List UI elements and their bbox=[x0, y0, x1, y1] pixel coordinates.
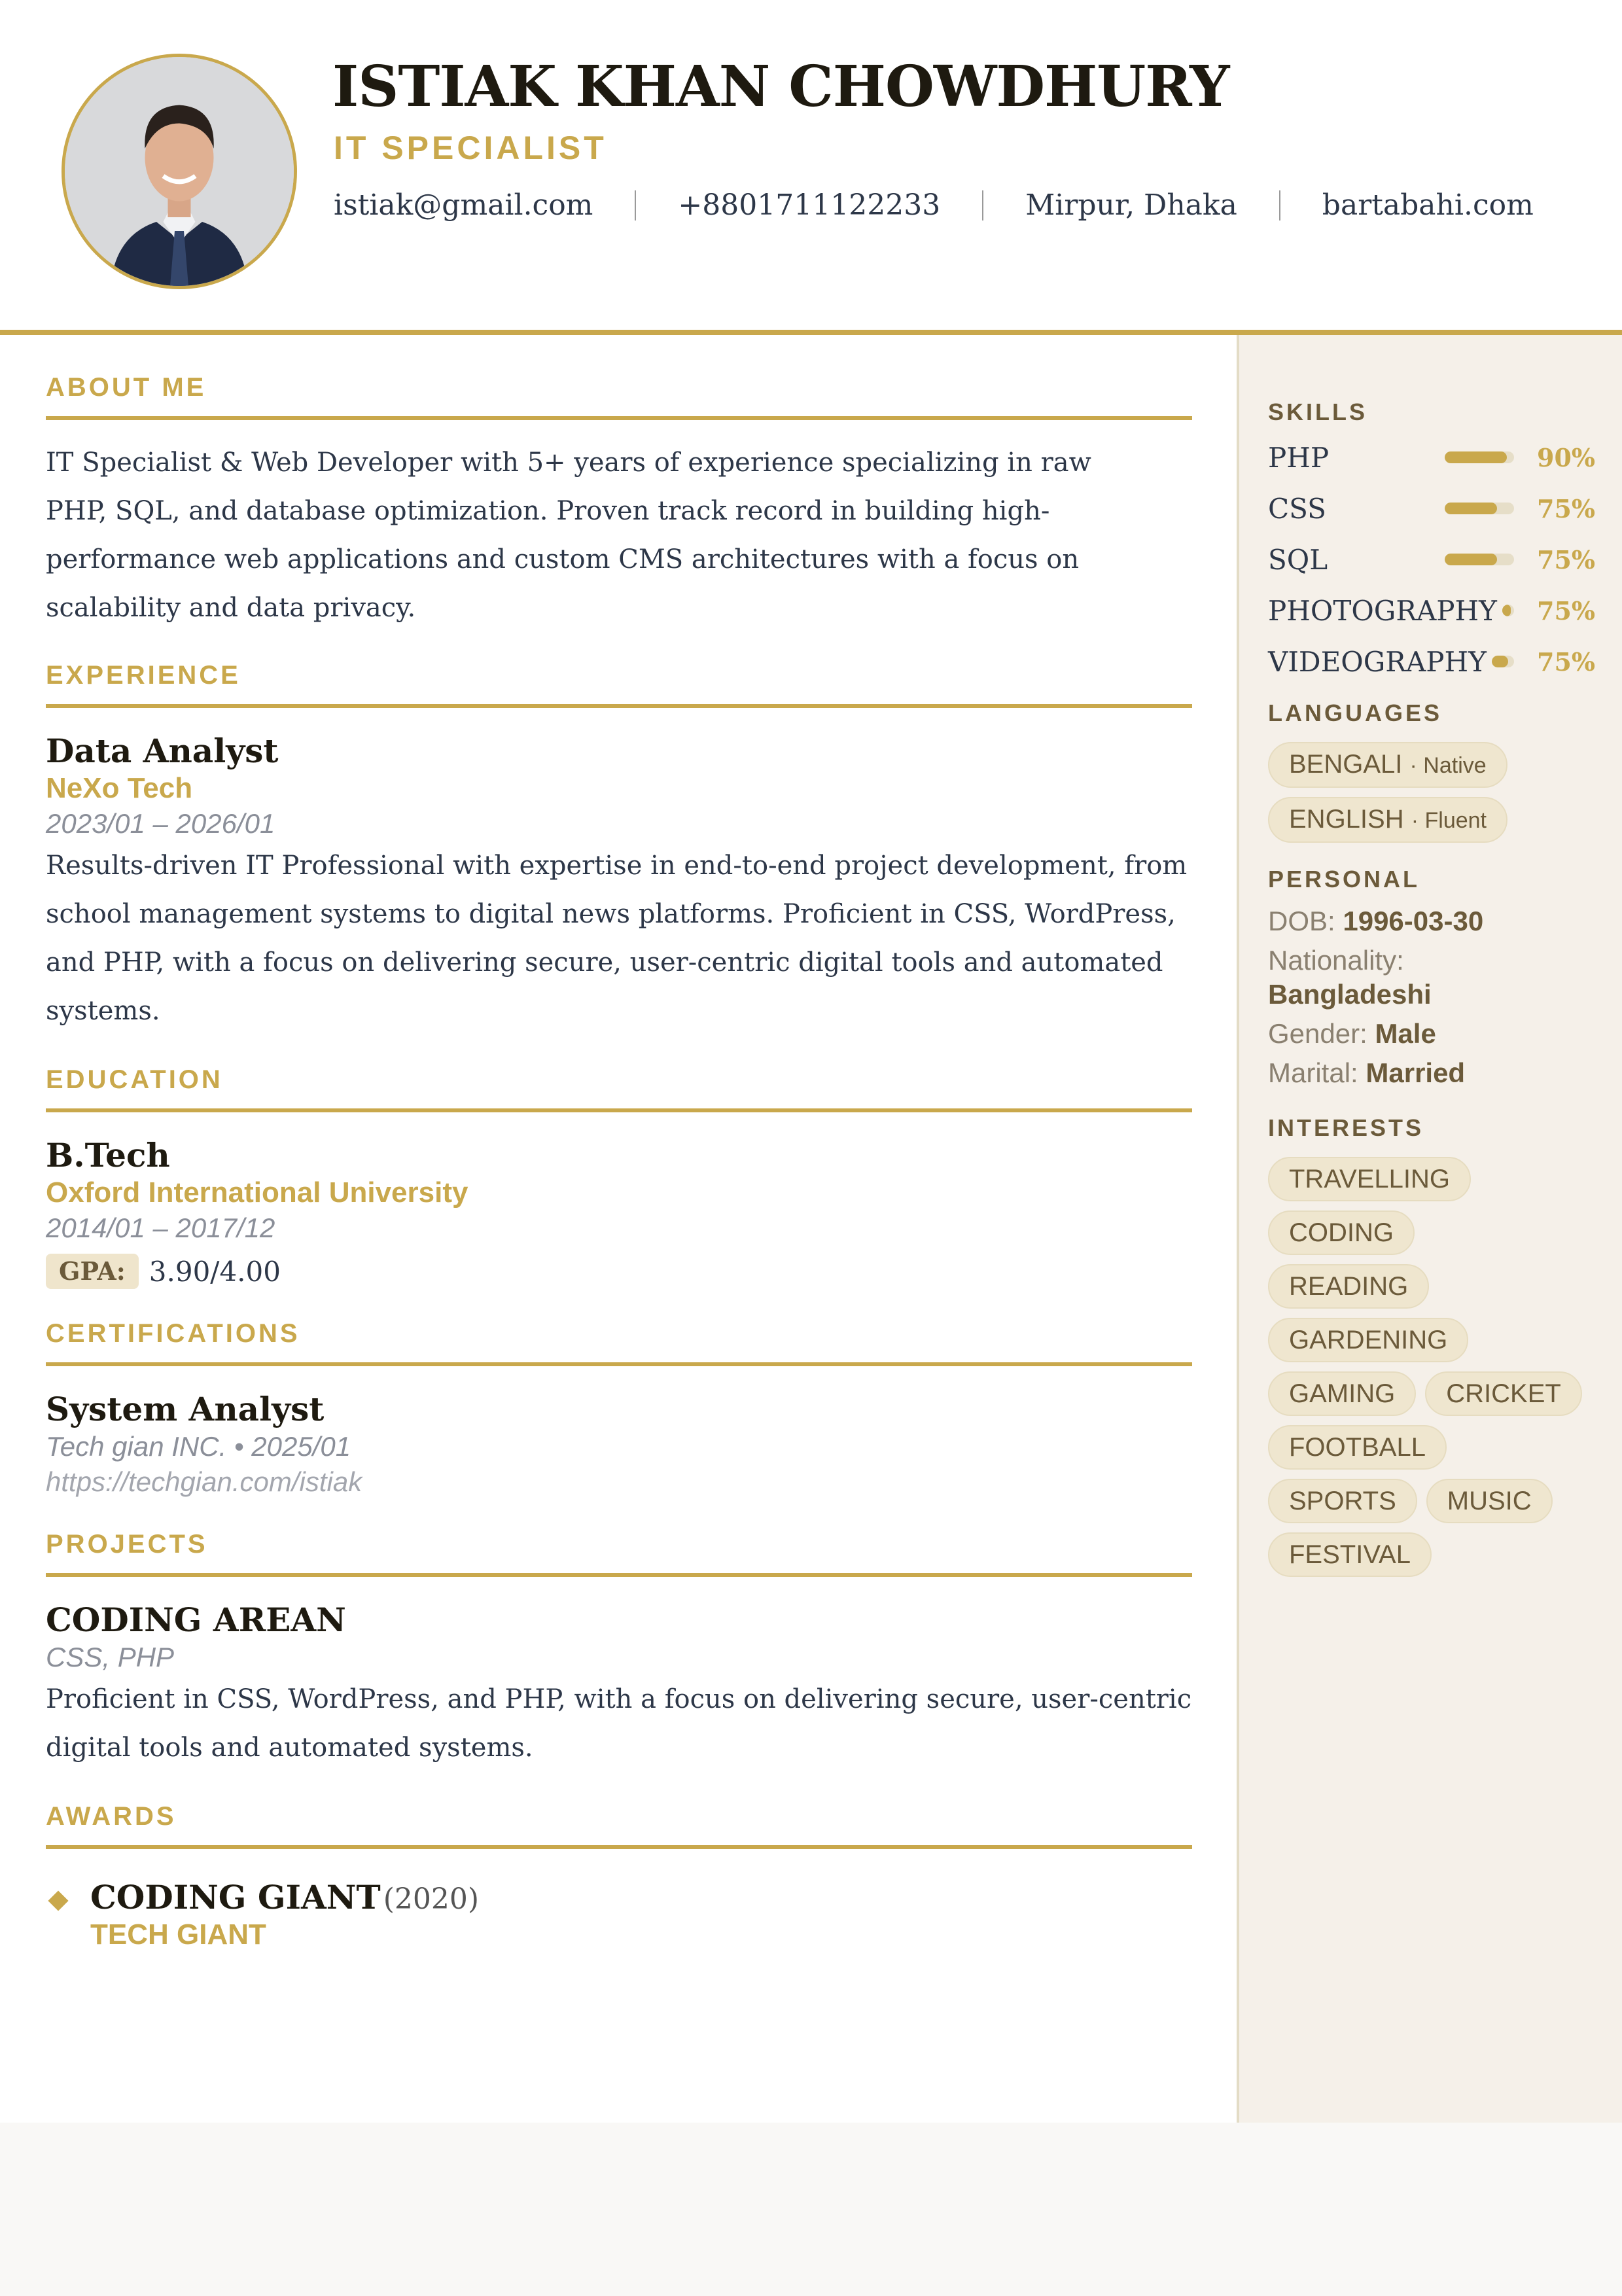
skill-progress-fill bbox=[1445, 554, 1497, 565]
phone-number[interactable]: +8801711122233 bbox=[678, 188, 941, 222]
interest-pill: CODING bbox=[1268, 1210, 1415, 1255]
gpa-value: 3.90/4.00 bbox=[149, 1255, 281, 1288]
interest-pill: GARDENING bbox=[1268, 1318, 1468, 1362]
contact-bar bbox=[334, 182, 1534, 229]
marital-label: Marital: bbox=[1268, 1057, 1358, 1088]
project-title: CODING AREAN bbox=[46, 1600, 346, 1639]
sidebar-heading: SKILLS bbox=[1268, 398, 1368, 425]
award-title: CODING GIANT bbox=[90, 1878, 381, 1916]
interest-pill: FOOTBALL bbox=[1268, 1425, 1447, 1470]
project-description: Proficient in CSS, WordPress, and PHP, with a focus on delivering secure, user-centric digital tools and automated systems. bbox=[46, 1684, 1192, 1763]
section-divider bbox=[46, 1108, 1192, 1112]
employment-dates: 2023/01 – 2026/01 bbox=[46, 808, 275, 839]
experience-section bbox=[46, 632, 1192, 1035]
skill-name: CSS bbox=[1268, 492, 1326, 525]
education-item bbox=[46, 1136, 1192, 1289]
nationality-row bbox=[1268, 944, 1595, 1012]
language-pill bbox=[1268, 742, 1507, 788]
interests-list bbox=[1268, 1157, 1595, 1586]
skill-name: SQL bbox=[1268, 543, 1328, 576]
job-position: Data Analyst bbox=[46, 732, 279, 770]
certification-item bbox=[46, 1390, 1192, 1500]
marital-row bbox=[1268, 1056, 1595, 1090]
skills-list bbox=[1268, 432, 1595, 687]
section-divider bbox=[46, 416, 1192, 420]
about-section bbox=[46, 335, 1192, 632]
section-divider bbox=[46, 1362, 1192, 1366]
sidebar-heading: INTERESTS bbox=[1268, 1114, 1424, 1141]
education-dates: 2014/01 – 2017/12 bbox=[46, 1212, 275, 1243]
candidate-name: ISTIAK KHAN CHOWDHURY bbox=[332, 54, 1229, 120]
main-column bbox=[46, 335, 1192, 1952]
language-name: BENGALI bbox=[1289, 750, 1403, 779]
interests-section bbox=[1268, 1090, 1595, 1586]
certification-issuer-date: Tech gian INC. • 2025/01 bbox=[46, 1431, 351, 1462]
contact-separator bbox=[635, 190, 636, 221]
profile-photo bbox=[62, 54, 297, 289]
language-level: · Native bbox=[1409, 753, 1487, 778]
interest-pill: READING bbox=[1268, 1264, 1429, 1309]
dob-row bbox=[1268, 904, 1595, 938]
interest-pill: TRAVELLING bbox=[1268, 1157, 1471, 1201]
dob-label: DOB: bbox=[1268, 906, 1335, 936]
sidebar-content bbox=[1268, 335, 1595, 1586]
diamond-bullet-icon bbox=[48, 1890, 68, 1911]
job-description: Results-driven IT Professional with expertise in end-to-end project development, from school management systems to digital news platforms. Proficient in CSS, WordPress, and PHP, with a focus on delivering secure, user-centric digital tools and automated systems. bbox=[46, 851, 1188, 1026]
section-divider bbox=[46, 1573, 1192, 1577]
skill-progress-bar bbox=[1445, 503, 1514, 514]
interest-pill: GAMING bbox=[1268, 1371, 1416, 1416]
company-name: NeXo Tech bbox=[46, 772, 193, 804]
skill-progress-bar bbox=[1502, 605, 1514, 616]
skill-percent: 75% bbox=[1537, 595, 1595, 626]
marital-value: Married bbox=[1366, 1057, 1466, 1088]
skill-progress-bar bbox=[1445, 554, 1514, 565]
contact-separator bbox=[1279, 190, 1280, 221]
skill-progress-fill bbox=[1492, 656, 1509, 667]
education-section bbox=[46, 1035, 1192, 1289]
certification-url[interactable]: https://techgian.com/istiak bbox=[46, 1466, 362, 1497]
gender-label: Gender: bbox=[1268, 1018, 1367, 1049]
resume-header bbox=[0, 0, 1622, 330]
skill-percent: 75% bbox=[1537, 493, 1595, 523]
section-heading: ABOUT ME bbox=[46, 373, 207, 402]
section-heading: AWARDS bbox=[46, 1802, 177, 1831]
interest-pill: MUSIC bbox=[1426, 1479, 1553, 1523]
projects-section bbox=[46, 1500, 1192, 1772]
award-item bbox=[46, 1878, 1192, 1952]
skill-percent: 75% bbox=[1537, 544, 1595, 574]
sidebar bbox=[1237, 335, 1622, 2123]
skill-progress-bar bbox=[1445, 451, 1514, 463]
gpa-label-badge: GPA: bbox=[46, 1254, 139, 1289]
section-divider bbox=[46, 1845, 1192, 1849]
degree-name: B.Tech bbox=[46, 1136, 170, 1174]
languages-list bbox=[1268, 742, 1595, 852]
interest-pill: FESTIVAL bbox=[1268, 1532, 1432, 1577]
sidebar-heading: LANGUAGES bbox=[1268, 699, 1443, 726]
skill-progress-fill bbox=[1445, 503, 1497, 514]
skills-section bbox=[1268, 335, 1595, 687]
certifications-section bbox=[46, 1289, 1192, 1500]
skill-progress-bar bbox=[1492, 656, 1514, 667]
skill-row bbox=[1268, 636, 1595, 687]
award-year: (2020) bbox=[383, 1882, 480, 1916]
skill-name: PHP bbox=[1268, 441, 1330, 474]
skill-percent: 90% bbox=[1537, 442, 1595, 472]
skill-row bbox=[1268, 483, 1595, 534]
experience-item bbox=[46, 732, 1192, 1035]
project-item bbox=[46, 1600, 1192, 1772]
section-heading: PROJECTS bbox=[46, 1530, 208, 1559]
skill-row bbox=[1268, 432, 1595, 483]
personal-section bbox=[1268, 852, 1595, 1090]
section-heading: CERTIFICATIONS bbox=[46, 1319, 300, 1348]
section-divider bbox=[46, 704, 1192, 708]
header-divider bbox=[0, 330, 1622, 335]
dob-value: 1996-03-30 bbox=[1343, 906, 1484, 936]
interest-pill: SPORTS bbox=[1268, 1479, 1417, 1523]
project-tech: CSS, PHP bbox=[46, 1642, 175, 1672]
skill-name: PHOTOGRAPHY bbox=[1268, 594, 1497, 627]
sidebar-heading: PERSONAL bbox=[1268, 866, 1420, 892]
section-heading: EDUCATION bbox=[46, 1065, 223, 1094]
nationality-value: Bangladeshi bbox=[1268, 979, 1432, 1010]
email-link[interactable]: istiak@gmail.com bbox=[334, 188, 593, 222]
nationality-label: Nationality: bbox=[1268, 945, 1404, 976]
skill-progress-fill bbox=[1502, 605, 1511, 616]
skill-progress-fill bbox=[1445, 451, 1507, 463]
language-pill bbox=[1268, 797, 1507, 843]
about-text: IT Specialist & Web Developer with 5+ years of experience specializing in raw PHP, SQL, and database optimization. Proven track record in building high-performance web applications and custom CMS architectures with a focus on scalability and data privacy. bbox=[46, 448, 1091, 623]
interest-pill: CRICKET bbox=[1425, 1371, 1582, 1416]
gender-value: Male bbox=[1375, 1018, 1436, 1049]
certification-title: System Analyst bbox=[46, 1390, 325, 1428]
institution-name: Oxford International University bbox=[46, 1176, 468, 1209]
awards-section bbox=[46, 1772, 1192, 1952]
skill-percent: 75% bbox=[1537, 646, 1595, 677]
section-heading: EXPERIENCE bbox=[46, 661, 241, 690]
language-level: · Fluent bbox=[1411, 808, 1487, 833]
gender-row bbox=[1268, 1017, 1595, 1051]
person-avatar-icon bbox=[65, 57, 294, 286]
job-title: IT SPECIALIST bbox=[334, 130, 607, 166]
language-name: ENGLISH bbox=[1289, 805, 1404, 834]
languages-section bbox=[1268, 687, 1595, 852]
gpa-row bbox=[46, 1254, 1192, 1289]
website-link[interactable]: bartabahi.com bbox=[1322, 188, 1534, 222]
contact-separator bbox=[982, 190, 983, 221]
skill-row bbox=[1268, 534, 1595, 585]
skill-name: VIDEOGRAPHY bbox=[1268, 645, 1487, 678]
location-text: Mirpur, Dhaka bbox=[1025, 188, 1237, 222]
skill-row bbox=[1268, 585, 1595, 636]
award-issuer: TECH GIANT bbox=[90, 1918, 266, 1951]
